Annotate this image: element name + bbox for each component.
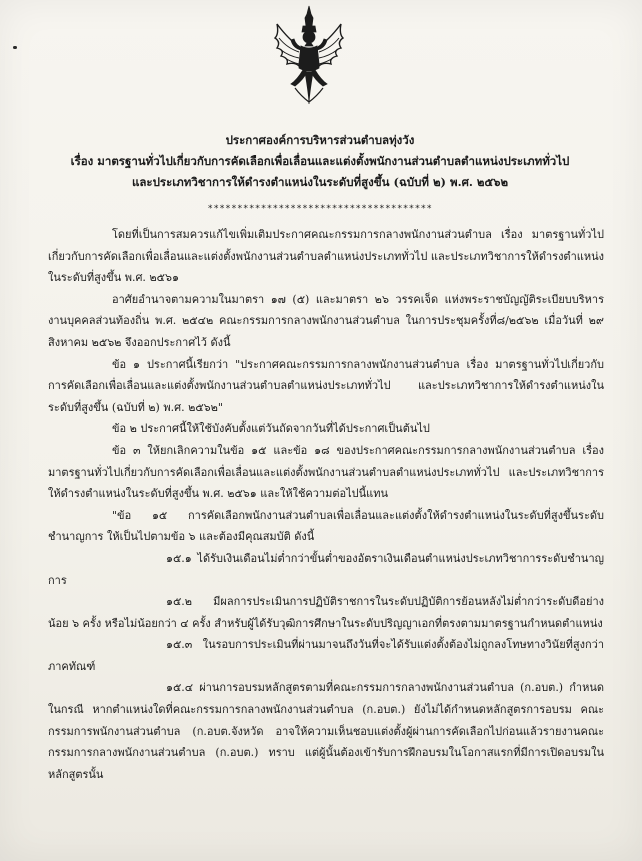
document-body [48,224,604,785]
separator-line: ************************************** [207,204,433,214]
paragraph-clause-3: ข้อ ๓ ให้ยกเลิกความในข้อ ๑๕ และข้อ ๑๘ ของประกาศคณะกรรมการกลางพนักงานส่วนตำบล เรื่อง มาตรฐานทั่วไปเกี่ยวกับการคัดเลือกเพื่อเลื่อนและแต่งตั้งพนักงานส่วนตำบลตำแหน่งประเภททั่วไป และประเภทวิชาการให้ดำรงตำแหน่งในระดับที่สูงขึ้น พ.ศ. ๒๕๖๑ และให้ใช้ความต่อไปนี้แทน [48,443,604,501]
paragraph-item-15-4: ๑๕.๔ ผ่านการอบรมหลักสูตรตามที่คณะกรรมการกลางพนักงานส่วนตำบล (ก.อบต.) กำหนด ในกรณี หากตำแหน่งใดที่คณะกรรมการกลางพนักงานส่วนตำบล (ก.อบต.) ยังไม่ได้กำหนดหลักสูตรการอบรม คณะกรรมการพนักงานส่วนตำบล (ก.อบต.จังหวัด อาจให้ความเห็นชอบแต่งตั้งผู้ผ่านการคัดเลือกไปก่อนแล้วรายงานคณะกรรมการกลางพนักงานส่วนตำบล (ก.อบต.) ทราบ แต่ผู้นั้นต้องเข้ารับการฝึกอบรมในโอกาสแรกที่มีการเปิดอบรมในหลักสูตรนั้น [48,681,604,781]
paper-speck [13,46,17,49]
doc-title: ประกาศองค์การบริหารส่วนตำบลทุ่งวัง [225,133,415,147]
paragraph-preamble: โดยที่เป็นการสมควรแก้ไขเพิ่มเติมประกาศคณะกรรมการกลางพนักงานส่วนตำบล เรื่อง มาตรฐานทั่วไปเกี่ยวกับการคัดเลือกเพื่อเลื่อนและแต่งตั้งพนักงานส่วนตำบลตำแหน่งประเภททั่วไป และประเภทวิชาการให้ดำรงตำแหน่งในระดับที่สูงขึ้น พ.ศ. ๒๕๖๑ [48,228,604,285]
doc-subject-continued: และประเภทวิชาการให้ดำรงตำแหน่งในระดับที่สูงขึ้น (ฉบับที่ ๒) พ.ศ. ๒๕๖๒ [131,175,509,189]
paragraph-item-15-3: ๑๕.๓ ในรอบการประเมินที่ผ่านมาจนถึงวันที่จะได้รับแต่งตั้งต้องไม่ถูกลงโทษทางวินัยที่สูงกว่าภาคทัณฑ์ [48,638,604,673]
paragraph-item-15-1: ๑๕.๑ ได้รับเงินเดือนไม่ต่ำกว่าขั้นต่ำของอัตราเงินเดือนตำแหน่งประเภทวิชาการระดับชำนาญการ [48,551,604,587]
paragraph-authority: อาศัยอำนาจตามความในมาตรา ๑๗ (๕) และมาตรา ๒๖ วรรคเจ็ด แห่งพระราชบัญญัติระเบียบบริหารงานบุคคลส่วนท้องถิ่น พ.ศ. ๒๕๔๒ คณะกรรมการกลางพนักงานส่วนตำบล ในการประชุมครั้งที่๘/๒๕๖๒ เมื่อวันที่ ๒๙ สิงหาคม ๒๕๖๒ จึงออกประกาศไว้ ดังนี้ [48,292,604,349]
garuda-emblem-icon [265,4,353,108]
paragraph-clause-15: "ข้อ ๑๕ การคัดเลือกพนักงานส่วนตำบลเพื่อเลื่อนและแต่งตั้งให้ดำรงตำแหน่งในระดับที่สูงขึ้นระดับชำนาญการ ให้เป็นไปตามข้อ ๖ และต้องมีคุณสมบัติ ดังนี้ [48,508,604,544]
paragraph-item-15-2: ๑๕.๒ มีผลการประเมินการปฏิบัติราชการในระดับปฏิบัติการย้อนหลังไม่ต่ำกว่าระดับดีอย่างน้อย ๖ ครั้ง หรือไม่น้อยกว่า ๔ ครั้ง สำหรับผู้ได้รับวุฒิการศึกษาในระดับปริญญาเอกที่ตรงตามมาตรฐานกำหนดตำแหน่ง [48,595,604,630]
doc-subject: เรื่อง มาตรฐานทั่วไปเกี่ยวกับการคัดเลือกเพื่อเลื่อนและแต่งตั้งพนักงานส่วนตำบลตำแหน่งประเภททั่วไป [70,154,570,168]
paragraph-clause-1: ข้อ ๑ ประกาศนี้เรียกว่า "ประกาศคณะกรรมการกลางพนักงานส่วนตำบล เรื่อง มาตรฐานทั่วไปเกี่ยวกับการคัดเลือกเพื่อเลื่อนและแต่งตั้งพนักงานส่วนตำบลตำแหน่งประเภททั่วไป และประเภทวิชาการให้ดำรงตำแหน่งในระดับที่สูงขึ้น (ฉบับที่ ๒) พ.ศ. ๒๕๖๒" [48,357,604,414]
paragraph-clause-2: ข้อ ๒ ประกาศนี้ให้ใช้บังคับตั้งแต่วันถัดจากวันที่ได้ประกาศเป็นต้นไป [112,422,430,436]
